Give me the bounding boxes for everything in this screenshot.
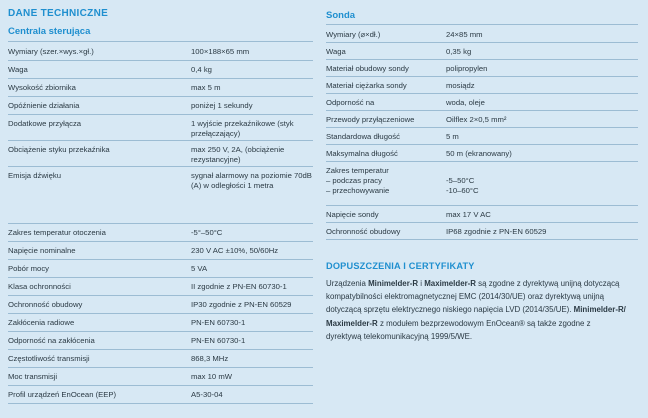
table-row <box>8 331 313 350</box>
row-value: max 17 V AC <box>446 210 491 219</box>
row-value: max 250 V, 2A, (obciążenie rezystancyjne) <box>191 145 285 164</box>
row-value: PN-EN 60730-1 <box>191 318 246 327</box>
row-value: II zgodnie z PN-EN 60730-1 <box>191 282 287 291</box>
table-row <box>326 42 638 60</box>
row-label: Częstotliwość transmisji <box>8 354 90 363</box>
row-label: Ochronność obudowy <box>326 227 401 236</box>
table-row <box>8 313 313 332</box>
row-label: Pobór mocy <box>8 264 50 273</box>
table-row <box>326 110 638 128</box>
row-value: -5°–50°C <box>191 228 223 237</box>
section-title: DANE TECHNICZNE <box>8 8 109 19</box>
table-row <box>326 59 638 77</box>
row-value: 24×85 mm <box>446 30 483 39</box>
table-row <box>8 166 313 224</box>
row-label: Waga <box>8 65 28 74</box>
row-value: polipropylen <box>446 64 488 73</box>
row-label: Klasa ochronności <box>8 282 71 291</box>
row-value: 50 m (ekranowany) <box>446 149 512 158</box>
row-value: max 5 m <box>191 83 221 92</box>
probe-title: Sonda <box>326 10 356 21</box>
table-row <box>8 96 313 115</box>
row-label: Emisja dźwięku <box>8 171 61 180</box>
table-row <box>326 144 638 162</box>
row-label: Zakres temperatur otoczenia <box>8 228 106 237</box>
row-value: poniżej 1 sekundy <box>191 101 253 110</box>
table-row <box>8 385 313 404</box>
table-row <box>8 241 313 260</box>
row-label: Profil urządzeń EnOcean (EEP) <box>8 390 117 399</box>
row-label: Odporność na zakłócenia <box>8 336 95 345</box>
table-row <box>326 161 638 206</box>
row-value: 1 wyjście przekaźnikowe (styk przełączający) <box>191 119 294 138</box>
row-value: PN-EN 60730-1 <box>191 336 246 345</box>
row-label: Opóźnienie działania <box>8 101 80 110</box>
row-label: Wysokość zbiornika <box>8 83 76 92</box>
table-row <box>8 259 313 278</box>
row-label: Zakres temperatur – podczas pracy – przechowywanie <box>326 166 390 195</box>
row-label: Moc transmisji <box>8 372 58 381</box>
certificates-text: Urządzenia Minimelder-R i Maximelder-R są zgodne z dyrektywą unijną dotyczącą kompatybilności elektromagnetycznej EMC (2014/30/UE) oraz dyrektywą unijną dotyczącą sprzętu elektrycznego niskiego napięcia LVD (2014/35/UE). Minimelder-R/ Maximelder-R z modułem bezprzewodowym EnOcean® są także zgodne z dyrektywą telekomunikacyjną 1999/5/WE. <box>326 279 626 341</box>
row-label: Napięcie nominalne <box>8 246 76 255</box>
row-value: mosiądz <box>446 81 475 90</box>
row-label: Standardowa długość <box>326 132 400 141</box>
table-row <box>326 93 638 111</box>
row-label: Dodatkowe przyłącza <box>8 119 82 128</box>
row-value: -5–50°C -10–60°C <box>446 176 479 195</box>
row-value: 5 VA <box>191 264 208 273</box>
row-value: 100×188×65 mm <box>191 47 250 56</box>
row-label: Materiał ciężarka sondy <box>326 81 407 90</box>
row-label: Ochronność obudowy <box>8 300 83 309</box>
row-label: Waga <box>326 47 346 56</box>
row-label: Obciążenie styku przekaźnika <box>8 145 110 154</box>
row-label: Maksymalna długość <box>326 149 398 158</box>
row-value: 0,35 kg <box>446 47 472 56</box>
row-value: sygnał alarmowy na poziomie 70dB (A) w odległości 1 metra <box>191 171 312 190</box>
row-value: IP30 zgodnie z PN-EN 60529 <box>191 300 292 309</box>
row-value: A5-30-04 <box>191 390 223 399</box>
row-value: max 10 mW <box>191 372 233 381</box>
table-row <box>8 78 313 97</box>
table-row <box>8 367 313 386</box>
row-value: 5 m <box>446 132 459 141</box>
table-row <box>8 295 313 314</box>
row-value: IP68 zgodnie z PN-EN 60529 <box>446 227 547 236</box>
row-value: 230 V AC ±10%, 50/60Hz <box>191 246 279 255</box>
row-value: woda, oleje <box>446 98 485 107</box>
row-value: Oilflex 2×0,5 mm² <box>446 115 507 124</box>
table-row <box>326 205 638 223</box>
row-label: Napięcie sondy <box>326 210 379 219</box>
row-label: Wymiary (szer.×wys.×gł.) <box>8 47 94 56</box>
certificates-title: DOPUSZCZENIA I CERTYFIKATY <box>326 261 475 271</box>
table-row <box>326 25 638 43</box>
table-row <box>8 42 313 61</box>
control-unit-title: Centrala sterująca <box>8 26 91 37</box>
row-label: Przewody przyłączeniowe <box>326 115 415 124</box>
table-row <box>8 114 313 141</box>
table-row <box>8 223 313 242</box>
row-label: Zakłócenia radiowe <box>8 318 75 327</box>
table-row <box>326 127 638 145</box>
table-row <box>8 349 313 368</box>
table-row <box>326 76 638 94</box>
row-label: Materiał obudowy sondy <box>326 64 409 73</box>
table-row <box>326 222 638 240</box>
row-label: Wymiary (⌀×dł.) <box>326 30 381 39</box>
table-row <box>8 140 313 167</box>
row-value: 0,4 kg <box>191 65 212 74</box>
row-label: Odporność na <box>326 98 375 107</box>
row-value: 868,3 MHz <box>191 354 229 363</box>
table-row <box>8 277 313 296</box>
table-row <box>8 60 313 79</box>
